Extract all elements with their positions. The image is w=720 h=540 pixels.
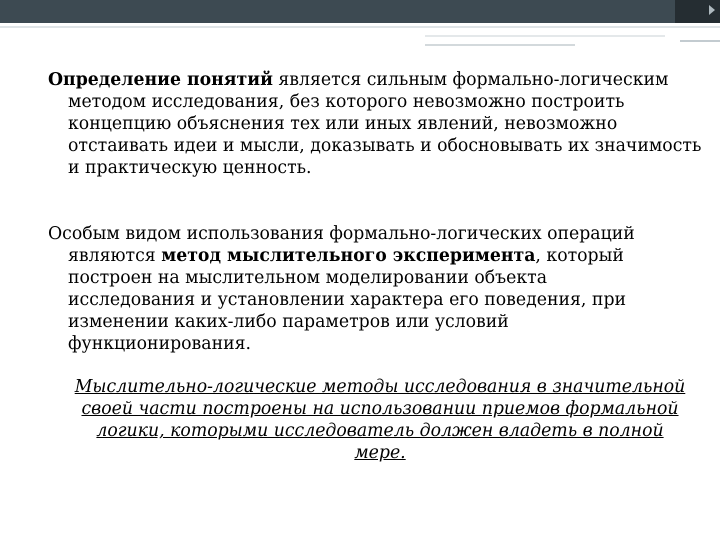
corner-arrow-icon [709, 5, 715, 15]
header-banner [0, 0, 720, 23]
decorative-stripe [425, 35, 665, 37]
decorative-stripe [0, 26, 720, 28]
paragraph-text: Особым видом использования формально-логических операций являются [48, 224, 635, 266]
decorative-stripe [680, 40, 720, 42]
term-thought-experiment: метод мыслительного эксперимента [161, 246, 536, 266]
paragraph-definition [48, 69, 703, 179]
decorative-stripe [425, 44, 575, 46]
term-definition-of-concepts: Определение понятий [48, 70, 273, 90]
paragraph-text: является сильным формально-логическим методом исследования, без которого невозможно построить концепцию объяснения тех или иных явлений, невозможно отстаивать идеи и мысли, доказывать и обосновывать их значимость и практическую ценность. [68, 70, 702, 178]
summary-quote: Мыслительно-логические методы исследования в значительной своей части построены на использовании приемов формальной логики, которыми исследователь должен владеть в полной мере. [74, 377, 686, 463]
paragraph-thought-experiment [48, 223, 673, 355]
paragraph-text: , который построен на мыслительном моделировании объекта исследования и установлении характера его поведения, при изменении каких-либо параметров или условий функционирования. [68, 246, 627, 354]
